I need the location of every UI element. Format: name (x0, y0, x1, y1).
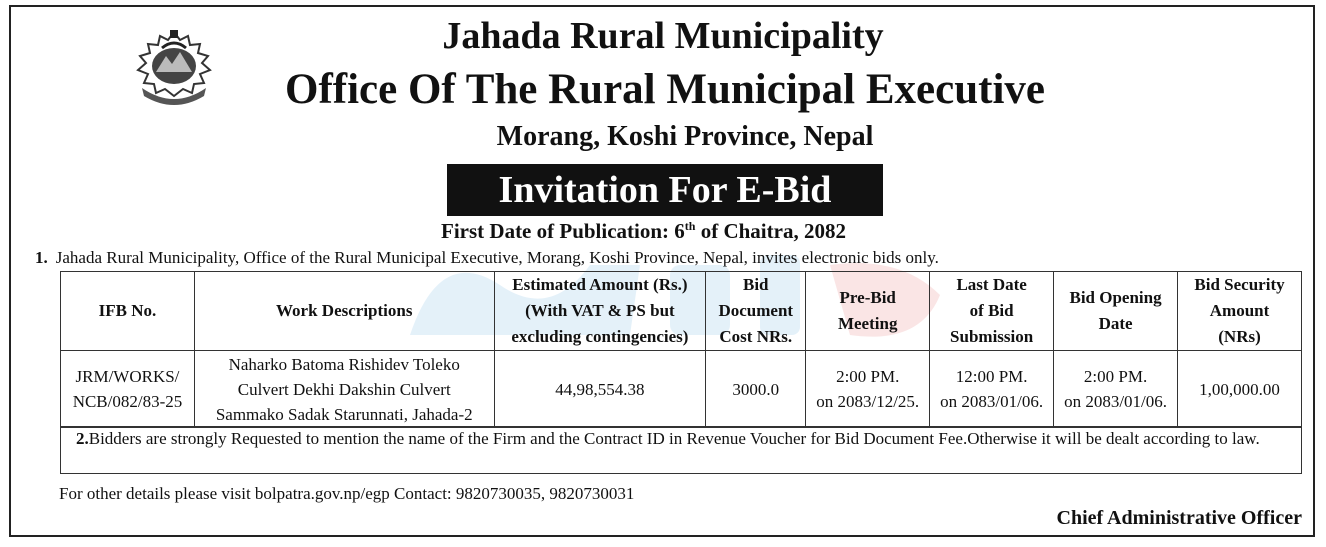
cell-bid-security: 1,00,000.00 (1178, 351, 1302, 428)
notice-title-banner: Invitation For E-Bid (447, 164, 883, 216)
header-last-submission: Last Date of Bid Submission (930, 272, 1054, 351)
cell-document-cost: 3000.0 (706, 351, 806, 428)
header-estimated-amount: Estimated Amount (Rs.) (With VAT & PS but excluding contingencies) (494, 272, 706, 351)
paragraph-2 (60, 426, 1302, 474)
cell-work-description: Naharko Batoma Rishidev Toleko Culvert Dekhi Dakshin Culvert Sammako Sadak Starunnati, Jahada-2 (194, 351, 494, 428)
paragraph-1-number: 1. (35, 248, 48, 267)
contact-info: For other details please visit bolpatra.gov.np/egp Contact: 9820730035, 9820730031 (59, 484, 635, 503)
publication-prefix: First Date of Publication: 6 (441, 219, 685, 243)
header-document-cost: Bid Document Cost NRs. (706, 272, 806, 351)
table-header-row (61, 272, 1302, 351)
office-name: Office Of The Rural Municipal Executive (285, 66, 1045, 113)
cell-pre-bid-meeting: 2:00 PM. on 2083/12/25. (806, 351, 930, 428)
paragraph-1-text: Jahada Rural Municipality, Office of the Rural Municipal Executive, Morang, Koshi Province, Nepal, invites electronic bids only. (55, 248, 939, 267)
bid-table (60, 271, 1302, 428)
header-opening-date: Bid Opening Date (1054, 272, 1178, 351)
cell-estimated-amount: 44,98,554.38 (494, 351, 706, 428)
paragraph-2-number: 2. (76, 429, 89, 448)
publication-date (441, 218, 846, 244)
publication-superscript: th (684, 219, 696, 233)
table-row (61, 351, 1302, 428)
paragraph-1 (35, 246, 939, 270)
office-location: Morang, Koshi Province, Nepal (496, 121, 874, 152)
signoff-title: Chief Administrative Officer (1056, 507, 1302, 529)
header-bid-security: Bid Security Amount (NRs) (1178, 272, 1302, 351)
cell-ifb-no: JRM/WORKS/ NCB/082/83-25 (61, 351, 195, 428)
cell-opening-date: 2:00 PM. on 2083/01/06. (1054, 351, 1178, 428)
header-ifb-no: IFB No. (61, 272, 195, 351)
header-pre-bid-meeting: Pre-Bid Meeting (806, 272, 930, 351)
organization-name: Jahada Rural Municipality (442, 15, 884, 57)
paragraph-2-text: Bidders are strongly Requested to mention the name of the Firm and the Contract ID in Revenue Voucher for Bid Document Fee.Otherwise it will be dealt according to law. (88, 429, 1260, 448)
publication-suffix: of Chaitra, 2082 (695, 219, 846, 243)
cell-last-submission: 12:00 PM. on 2083/01/06. (930, 351, 1054, 428)
header-work-descriptions: Work Descriptions (194, 272, 494, 351)
